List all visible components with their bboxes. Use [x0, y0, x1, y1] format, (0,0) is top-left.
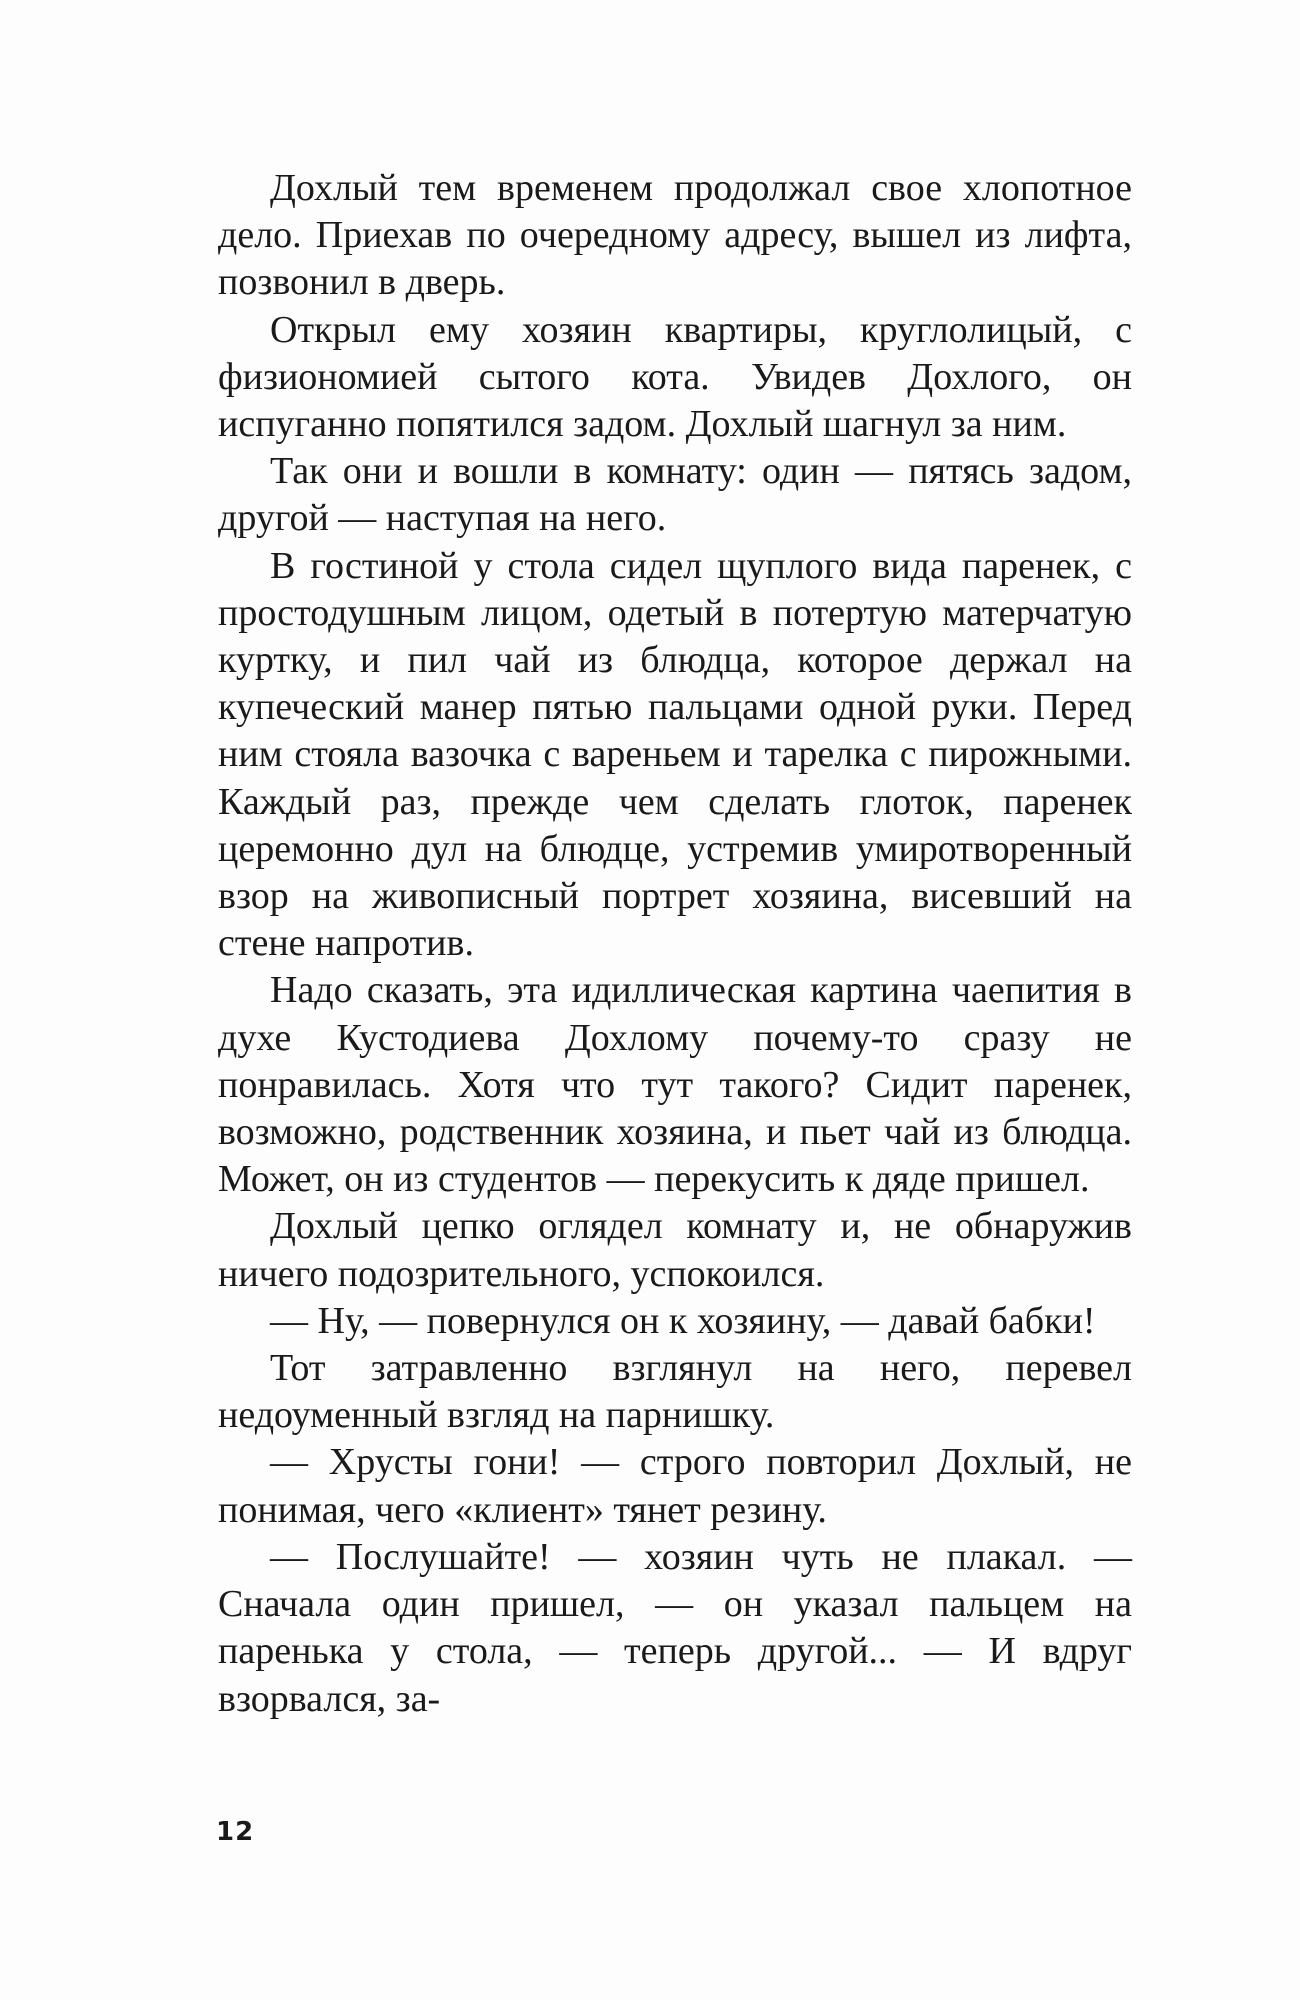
paragraph: Открыл ему хозяин квартиры, круглолицый, с физиономией сытого кота. Увидев Дохлого, он испуганно попятился задом. Дохлый шагнул за ним.	[218, 308, 1132, 446]
paragraph: Надо сказать, эта идиллическая картина чаепития в духе Кустодиева Дохлому почему-то сразу не понравилась. Хотя что тут такого? Сидит паренек, возможно, родственник хозяина, и пьет чай из блюдца. Может, он из студентов — перекусить к дяде пришел.	[218, 969, 1132, 1201]
paragraph: — Ну, — повернулся он к хозяину, — давай бабки!	[270, 1299, 1096, 1342]
paragraph: Дохлый цепко оглядел комнату и, не обнаружив ничего подозрительного, успокоился.	[218, 1205, 1132, 1295]
page-number: 12	[216, 1817, 255, 1847]
body-text	[218, 165, 1132, 1723]
paragraph: Так они и вошли в комнату: один — пятясь задом, другой — наступая на него.	[218, 450, 1132, 540]
paragraph: Дохлый тем временем продолжал свое хлопотное дело. Приехав по очередному адресу, вышел из лифта, позвонил в дверь.	[218, 167, 1132, 304]
paragraph: — Послушайте! — хозяин чуть не плакал. — Сначала один пришел, — он указал пальцем на паренька у стола, — теперь другой... — И вдруг взорвался, за-	[218, 1535, 1132, 1720]
paragraph: Тот затравленно взглянул на него, перевел недоуменный взгляд на парнишку.	[218, 1347, 1132, 1437]
paragraph: — Хрусты гони! — строго повторил Дохлый, не понимая, чего «клиент» тянет резину.	[218, 1441, 1132, 1531]
paragraph: В гостиной у стола сидел щуплого вида паренек, с простодушным лицом, одетый в потертую матерчатую куртку, и пил чай из блюдца, которое держал на купеческий манер пятью пальцами одной руки. Перед ним стояла вазочка с вареньем и тарелка с пирожными. Каждый раз, прежде чем сделать глоток, паренек церемонно дул на блюдце, устремив умиротворенный взор на живописный портрет хозяина, висевший на стене напротив.	[218, 544, 1132, 965]
